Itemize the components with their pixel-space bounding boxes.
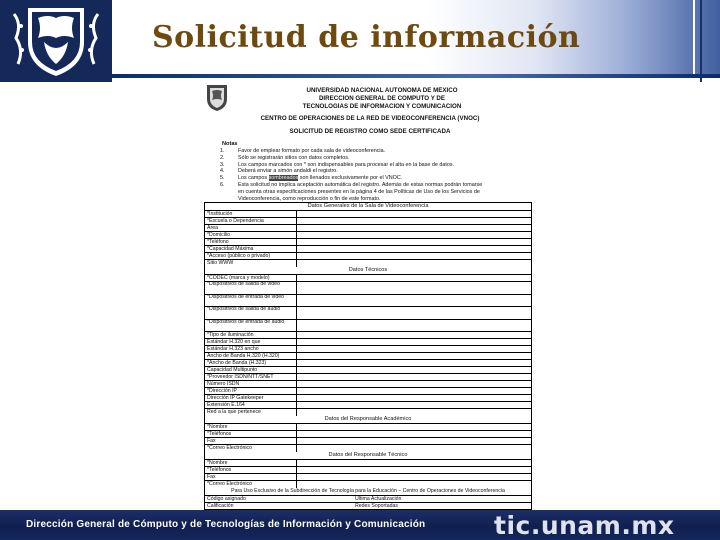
- form-row: [205, 367, 531, 374]
- form-row: [205, 211, 531, 218]
- section-tecnicos-header: Datos Técnicos: [205, 267, 531, 275]
- form-field-value: [297, 481, 531, 488]
- form-field-label: *Nombre: [205, 460, 297, 466]
- footer-text: Dirección General de Cómputo y de Tecnologías de Información y Comunicación: [26, 519, 426, 530]
- header-divider-light: [693, 0, 695, 82]
- registration-form-image: [196, 82, 544, 510]
- form-field-value: [297, 282, 531, 294]
- form-field-label: *Dispositivos de entrada de video: [205, 295, 297, 307]
- note-number: 1.: [220, 148, 225, 154]
- form-row: [205, 402, 531, 409]
- doc-header-line: TECNOLOGÍAS DE INFORMACIÓN Y COMUNICACIÓN: [302, 102, 462, 110]
- note-item: [220, 182, 540, 189]
- form-field-label: *Teléfono: [205, 239, 297, 245]
- notes-list: [220, 148, 540, 202]
- form-field-label: Dirección IP Gatekeeper: [205, 395, 297, 401]
- form-field-label: *Correo Electrónico: [205, 445, 297, 452]
- office-field-label: Código asignado: [207, 496, 246, 502]
- footer-bar: [0, 510, 720, 540]
- form-field-label: Área: [205, 225, 297, 231]
- registration-table: [204, 202, 532, 510]
- tecnicos-fields: [205, 275, 531, 416]
- form-row: [205, 225, 531, 232]
- form-field-label: *Dirección IP: [205, 388, 297, 394]
- form-field-label: *Correo Electrónico: [205, 481, 297, 488]
- logo-panel: [0, 0, 112, 82]
- form-field-label: *Dispositivos de salida de video: [205, 282, 297, 294]
- form-row: [205, 246, 531, 253]
- form-field-label: Capacidad Multipunto: [205, 367, 297, 373]
- form-row: [205, 253, 531, 260]
- note-item: [220, 155, 540, 162]
- note-number: 5.: [220, 175, 225, 182]
- form-field-value: [297, 339, 531, 345]
- form-field-value: [297, 474, 531, 480]
- form-row: [205, 360, 531, 367]
- general-fields: [205, 211, 531, 267]
- form-field-label: *Dispositivos de entrada de audio: [205, 320, 297, 332]
- form-field-value: [297, 246, 531, 252]
- note-text: Deberá enviar a simón andaldi el registro.: [238, 168, 338, 175]
- form-row: [205, 438, 531, 445]
- form-field-label: *Ancho de Banda (H.323): [205, 360, 297, 366]
- note-text: Esta solicitud no implica aceptación automática del registro. Además de estas normas podrán tomarse: [238, 181, 483, 188]
- form-field-label: *Escuela o Dependencia: [205, 218, 297, 224]
- form-field-value: [297, 402, 531, 408]
- unam-seal-icon: [206, 84, 228, 112]
- form-field-label: *Capacidad Máxima: [205, 246, 297, 252]
- form-field-label: *Dispositivos de salida de audio: [205, 307, 297, 319]
- form-field-value: [297, 409, 531, 416]
- form-field-value: [297, 360, 531, 366]
- form-row: [205, 295, 531, 308]
- form-field-value: [297, 374, 531, 380]
- doc-header-line: UNIVERSIDAD NACIONAL AUTÓNOMA DE MÉXICO: [306, 87, 458, 94]
- form-row: [205, 481, 531, 488]
- note-item: [220, 162, 540, 169]
- form-field-label: Fax: [205, 438, 297, 444]
- form-field-value: [297, 367, 531, 373]
- note-number: 3.: [220, 161, 225, 168]
- note-text: Los campos marcados con * son indispensables para procesar el alta en la base de datos.: [238, 161, 455, 168]
- form-field-value: [297, 431, 531, 437]
- tecnico-resp-fields: [205, 460, 531, 488]
- office-use-header: Para Uso Exclusivo de la Subdirección de Tecnología para la Educación – Centro de Operaciones de Videoconferencia: [205, 488, 531, 496]
- header-divider-dark: [700, 0, 702, 82]
- form-row: [205, 239, 531, 246]
- form-field-value: [297, 388, 531, 394]
- form-field-value: [297, 232, 531, 238]
- form-field-label: Sitio WWW: [205, 260, 297, 267]
- note-number: 4.: [220, 168, 225, 175]
- form-field-value: [297, 424, 531, 430]
- form-row: [205, 339, 531, 346]
- form-row: [205, 431, 531, 438]
- form-field-value: [297, 395, 531, 401]
- form-row: [205, 282, 531, 295]
- form-field-label: *Acceso (público o privado): [205, 253, 297, 259]
- form-field-value: [297, 225, 531, 231]
- form-row: [205, 388, 531, 395]
- section-general-header: Datos Generales de la Sala de Videoconferencia: [205, 203, 531, 211]
- form-row: [205, 275, 531, 282]
- form-field-label: *Institución: [205, 211, 297, 217]
- form-field-label: *Proveedor ISDN/NTT/SNET: [205, 374, 297, 380]
- form-field-label: *Domicilio: [205, 232, 297, 238]
- note-item: [220, 148, 540, 155]
- unam-shield-icon: [8, 4, 104, 78]
- form-row: [205, 218, 531, 225]
- form-row: [205, 260, 531, 267]
- form-field-value: [297, 239, 531, 245]
- note-text: en cuenta otras especificaciones presentes en la página 4 de las Políticas de Uso de los Servicios de: [238, 188, 480, 195]
- form-row: [205, 381, 531, 388]
- section-academico-header: Datos del Responsable Académico: [205, 416, 531, 424]
- note-text: son llenados exclusivamente por el VNOC.: [299, 175, 403, 182]
- form-field-label: *Teléfonos: [205, 431, 297, 437]
- note-item: [220, 189, 540, 196]
- form-row: [205, 332, 531, 339]
- office-row: [205, 496, 531, 503]
- form-field-label: Ancho de Banda H.320 (H.320): [205, 353, 297, 359]
- office-row: [205, 503, 531, 510]
- note-text: Sólo se registrarán sitios con datos completos.: [238, 154, 350, 161]
- section-tecnico-resp-header: Datos del Responsable Técnico: [205, 452, 531, 460]
- form-field-label: *CODEC (marca y modelo): [205, 275, 297, 281]
- doc-center-title: CENTRO DE OPERACIONES DE LA RED DE VIDEOCONFERENCIA (VNOC): [260, 115, 480, 122]
- office-field-label: Calificación: [207, 503, 234, 509]
- form-field-value: [297, 467, 531, 473]
- form-field-label: Número ISDN: [205, 381, 297, 387]
- form-field-label: *Tipo de iluminación: [205, 332, 297, 338]
- note-item: [220, 175, 540, 182]
- office-field-label-secondary: Redes Soportadas: [355, 503, 398, 509]
- form-row: [205, 460, 531, 467]
- form-field-value: [297, 381, 531, 387]
- note-number: 2.: [220, 154, 225, 161]
- form-field-value: [297, 320, 531, 332]
- form-row: [205, 409, 531, 416]
- form-field-value: [297, 211, 531, 217]
- form-row: [205, 445, 531, 452]
- form-row: [205, 307, 531, 320]
- office-use-block: [205, 488, 531, 510]
- note-text: Favor de emplear formato por cada sala de videoconferencia.: [238, 148, 386, 154]
- note-number: 6.: [220, 181, 225, 188]
- form-field-value: [297, 253, 531, 259]
- note-text: Los campos: [238, 175, 268, 182]
- office-field-label-secondary: Última Actualización: [355, 496, 402, 502]
- form-row: [205, 353, 531, 360]
- form-row: [205, 395, 531, 402]
- form-field-label: *Teléfonos: [205, 467, 297, 473]
- form-row: [205, 346, 531, 353]
- form-row: [205, 320, 531, 333]
- slide-title: Solicitud de información: [152, 20, 581, 55]
- form-field-value: [297, 346, 531, 352]
- form-row: [205, 467, 531, 474]
- note-text: Videoconferencia, como reproducción o fin de este formato.: [238, 195, 381, 202]
- form-field-label: Extensión E.164: [205, 402, 297, 408]
- form-field-value: [297, 307, 531, 319]
- office-rows: [205, 496, 531, 510]
- form-field-value: [297, 353, 531, 359]
- note-item: [220, 168, 540, 175]
- doc-form-title: SOLICITUD DE REGISTRO COMO SEDE CERTIFICADA: [289, 128, 451, 135]
- form-field-label: Fax: [205, 474, 297, 480]
- form-field-value: [297, 218, 531, 224]
- form-field-value: [297, 445, 531, 452]
- form-field-value: [297, 275, 531, 281]
- form-row: [205, 474, 531, 481]
- form-row: [205, 232, 531, 239]
- form-field-label: Red a la que pertenece: [205, 409, 297, 416]
- form-field-label: Estándar H.323 ancho: [205, 346, 297, 352]
- form-field-value: [297, 260, 531, 267]
- notes-title: Notas: [222, 141, 238, 147]
- academico-fields: [205, 424, 531, 452]
- form-row: [205, 424, 531, 431]
- form-field-value: [297, 332, 531, 338]
- doc-header-line: DIRECCIÓN GENERAL DE CÓMPUTO Y DE: [318, 94, 446, 102]
- doc-header: [252, 87, 512, 110]
- form-field-label: *Nombre: [205, 424, 297, 430]
- footer-brand: tic.unam.mx: [494, 511, 675, 540]
- form-field-value: [297, 460, 531, 466]
- form-field-label: Estándar H.320 en que: [205, 339, 297, 345]
- form-field-value: [297, 295, 531, 307]
- note-highlight: sombreados: [268, 175, 299, 182]
- form-field-value: [297, 438, 531, 444]
- header-underline: [112, 74, 720, 78]
- form-row: [205, 374, 531, 381]
